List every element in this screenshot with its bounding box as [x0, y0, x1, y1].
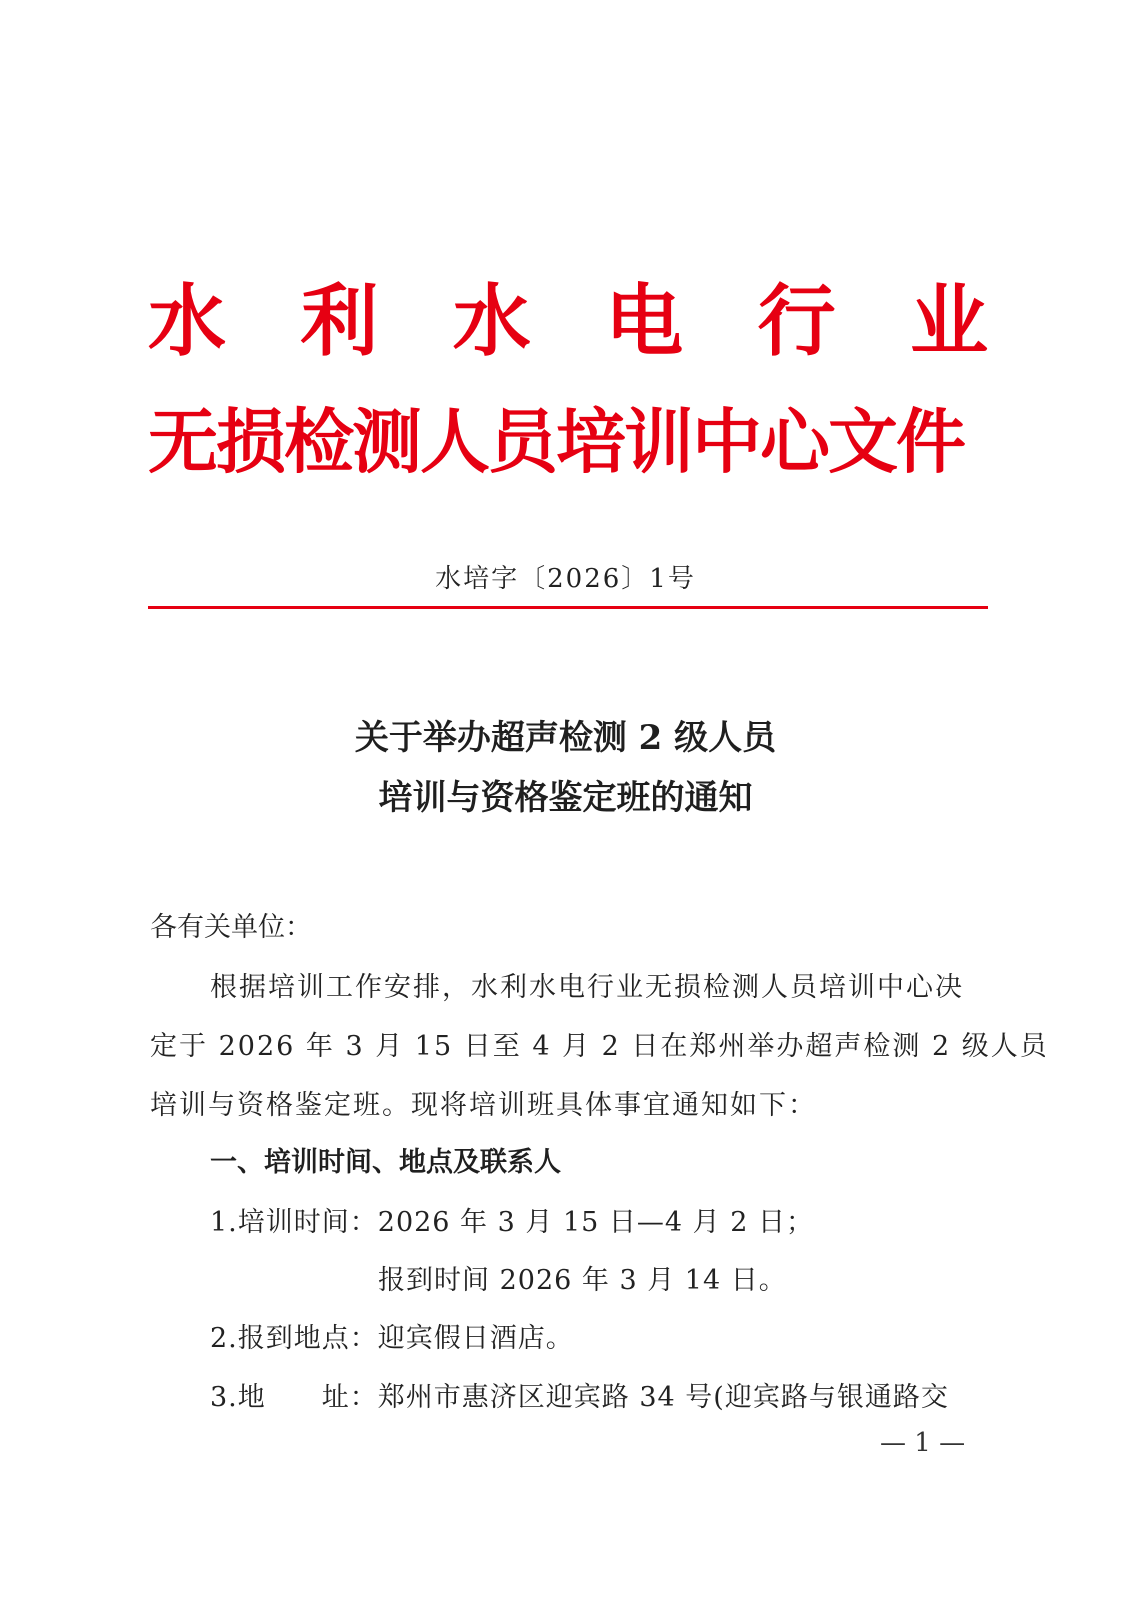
letterhead-char: 行 — [757, 277, 836, 367]
document-title-line-2: 培训与资格鉴定班的通知 — [378, 778, 753, 818]
red-divider — [148, 606, 988, 609]
letterhead-text: 无损检测人员培训中心文件 — [148, 401, 964, 483]
letterhead-char: 利 — [300, 277, 379, 367]
list-item-registration-place: 2.报到地点：迎宾假日酒店。 — [210, 1323, 574, 1354]
list-item-registration-time: 报到时间 2026 年 3 月 14 日。 — [378, 1265, 787, 1296]
document-title-line-1: 关于举办超声检测 2 级人员 — [354, 718, 777, 758]
paragraph-line: 培训与资格鉴定班。现将培训班具体事宜通知如下： — [150, 1090, 817, 1121]
list-item-address: 3.地 址：郑州市惠济区迎宾路 34 号(迎宾路与银通路交 — [210, 1382, 949, 1413]
paragraph-line: 根据培训工作安排，水利水电行业无损检测人员培训中心决 — [210, 972, 964, 1003]
letterhead-char: 电 — [605, 277, 684, 367]
page-number: — 1 — — [880, 1428, 966, 1458]
letterhead-char: 水 — [148, 277, 227, 367]
letterhead-line-2 — [148, 392, 988, 492]
letterhead-char: 业 — [909, 277, 988, 367]
letterhead-line-1 — [148, 272, 988, 372]
addressee: 各有关单位： — [150, 912, 312, 943]
letterhead-char: 水 — [452, 277, 531, 367]
document-number: 水培字〔2026〕1号 — [435, 564, 696, 594]
section-heading: 一、培训时间、地点及联系人 — [210, 1147, 561, 1178]
list-item-training-time: 1.培训时间：2026 年 3 月 15 日—4 月 2 日； — [210, 1207, 815, 1238]
paragraph-line: 定于 2026 年 3 月 15 日至 4 月 2 日在郑州举办超声检测 2 级人员 — [150, 1031, 1049, 1062]
